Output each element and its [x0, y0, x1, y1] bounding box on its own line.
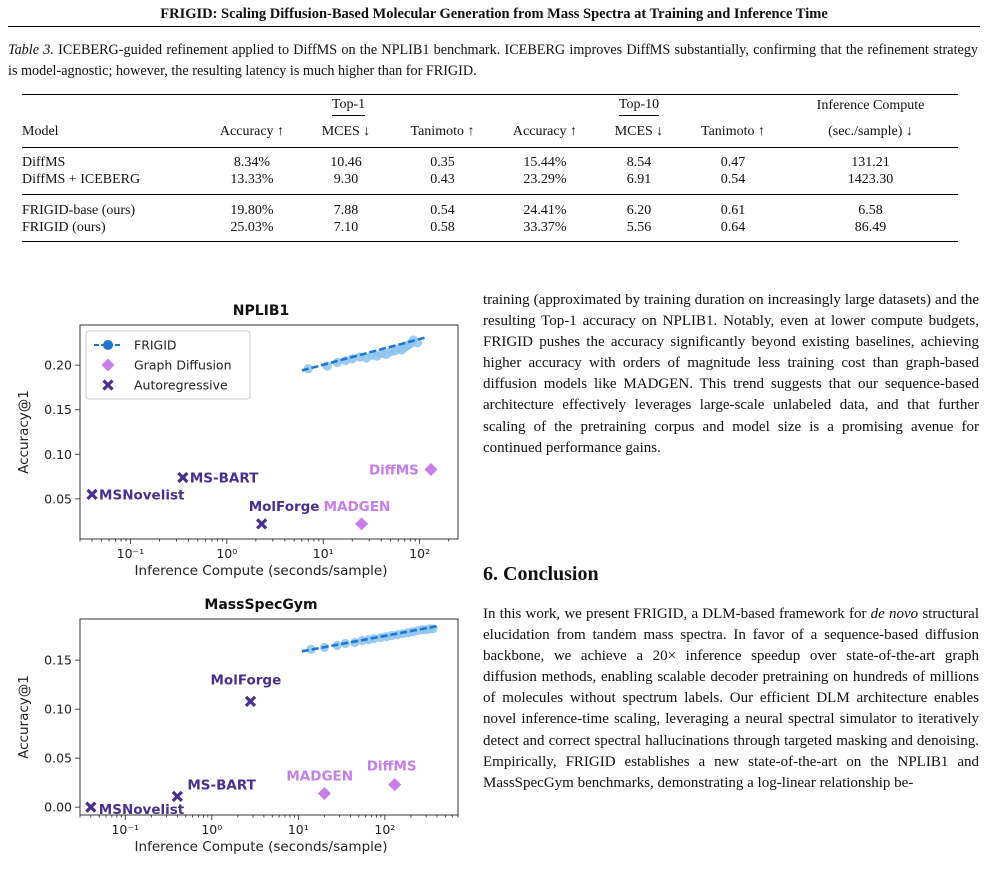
x-tick-label: 10² — [374, 822, 396, 837]
cell: 15.44% — [523, 154, 567, 170]
cell: 33.37% — [523, 219, 567, 235]
autoregressive-marker — [178, 473, 187, 482]
cell: 0.54 — [390, 195, 495, 220]
y-tick-label: 0.00 — [44, 799, 72, 815]
y-axis-label: Accuracy@1 — [16, 390, 32, 474]
legend-label: Autoregressive — [134, 377, 228, 393]
col-header: (sec./sample) ↓ — [828, 124, 913, 139]
cell: 6.58 — [783, 195, 958, 220]
cell: 86.49 — [854, 219, 887, 235]
cell: 10.46 — [330, 154, 362, 170]
cell: 0.61 — [683, 195, 783, 220]
x-axis-label: Inference Compute (seconds/sample) — [134, 563, 388, 579]
running-header: FRIGID: Scaling Diffusion-Based Molecular Generation from Mass Spectra at Training and Inference Time — [160, 6, 828, 22]
cell: 25.03% — [230, 219, 274, 235]
y-tick-label: 0.10 — [44, 701, 72, 717]
cell: 19.80% — [202, 195, 302, 220]
point-label: MADGEN — [286, 768, 354, 785]
x-tick-label: 10² — [409, 546, 431, 561]
cell: 24.41% — [495, 195, 595, 220]
conclusion-emphasis: de novo — [870, 606, 919, 622]
cell: 9.30 — [333, 171, 359, 187]
table-caption-text: ICEBERG-guided refinement applied to DiffMS on the NPLIB1 benchmark. ICEBERG improves DiffMS substantially, confirming that the refinement strategy is model-agnostic; however, the resulting latency is much higher than for FRIGID. — [8, 42, 979, 79]
cell: 13.33% — [230, 171, 274, 187]
x-tick-label: 10¹ — [287, 822, 309, 837]
cell: 0.54 — [720, 171, 746, 187]
cell: 6.20 — [595, 195, 683, 220]
y-tick-label: 0.05 — [44, 750, 72, 766]
chart-title: MassSpecGym — [204, 597, 318, 613]
table-row — [22, 154, 958, 171]
cell-model: DiffMS + ICEBERG — [22, 171, 141, 187]
y-tick-label: 0.20 — [44, 357, 72, 373]
autoregressive-marker — [86, 803, 95, 812]
y-axis-label: Accuracy@1 — [16, 675, 32, 759]
table-caption — [8, 40, 978, 82]
y-tick-label: 0.10 — [44, 446, 72, 462]
cell: 7.10 — [333, 219, 359, 235]
point-label: MolForge — [248, 498, 320, 515]
group-header-top10: Top-10 — [619, 97, 659, 116]
cell: 0.58 — [430, 219, 455, 235]
x-tick-label: 10⁻¹ — [116, 546, 145, 561]
point-label: MolForge — [210, 672, 282, 689]
x-tick-label: 10⁰ — [201, 822, 223, 837]
chart-title: NPLIB1 — [232, 303, 290, 319]
point-label: MS-BART — [187, 777, 256, 794]
col-header: Accuracy ↑ — [512, 124, 578, 139]
table-caption-label: Table 3. — [8, 42, 54, 58]
graph-diffusion-marker — [388, 778, 401, 791]
header-rule — [8, 26, 980, 27]
cell: 0.35 — [430, 154, 455, 170]
plot-frame — [80, 619, 458, 815]
table-row — [22, 219, 958, 242]
group-header-top1: Top-1 — [332, 97, 365, 116]
cell: 6.91 — [626, 171, 652, 187]
cell-model: FRIGID (ours) — [22, 219, 106, 235]
cell-model: FRIGID-base (ours) — [22, 195, 202, 220]
results-table — [22, 94, 958, 242]
group-header-compute: Inference Compute — [816, 98, 925, 113]
conclusion-text: In this work, we present FRIGID, a DLM-based framework for — [483, 606, 871, 622]
y-tick-label: 0.15 — [44, 652, 72, 668]
cell: 1423.30 — [847, 171, 894, 187]
point-label: MSNovelist — [98, 802, 185, 819]
cell: 131.21 — [851, 154, 890, 170]
legend-label: FRIGID — [134, 337, 177, 353]
y-tick-label: 0.05 — [44, 491, 72, 507]
section-title: 6. Conclusion — [483, 563, 599, 585]
model-header: Model — [22, 124, 59, 139]
autoregressive-marker — [88, 490, 97, 499]
point-label: DiffMS — [366, 758, 417, 775]
conclusion-paragraph — [483, 604, 979, 794]
cell-model: DiffMS — [22, 154, 66, 170]
cell: 8.34% — [233, 154, 271, 170]
table-row — [22, 195, 958, 220]
col-header: Tanimoto ↑ — [410, 124, 475, 139]
cell: 0.47 — [720, 154, 746, 170]
cell: 0.43 — [430, 171, 455, 187]
point-label: DiffMS — [368, 462, 419, 479]
cell: 8.54 — [626, 154, 652, 170]
chart-nplib1 — [0, 295, 470, 585]
legend-label: Graph Diffusion — [134, 357, 232, 373]
cell: 7.88 — [302, 195, 390, 220]
col-header: Tanimoto ↑ — [701, 124, 765, 139]
cell: 0.64 — [720, 219, 746, 235]
conclusion-text: structural elucidation from tandem mass spectra. In favor of a sequence-based diffusion backbone, we achieve a 20× inference speedup over state-of-the-art graph diffusion methods, enabling scalable decoder pretraining on hundreds of millions of molecules without spectrum labels. Our efficient DLM architecture enables novel inference-time scaling, leveraging a neural spectral simulator to iteratively detect and correct spectral hallucinations through targeted masking and denoising. Empirically, FRIGID establishes a new state-of-the-art on the NPLIB1 and MassSpecGym benchmarks, demonstrating a log-linear relationship be- — [483, 606, 979, 791]
x-tick-label: 10⁰ — [216, 546, 238, 561]
x-axis-label: Inference Compute (seconds/sample) — [134, 839, 388, 855]
col-header: MCES ↓ — [321, 124, 371, 139]
autoregressive-marker — [246, 697, 255, 706]
y-tick-label: 0.15 — [44, 402, 72, 418]
chart-massspecgym — [0, 585, 470, 870]
col-header: Accuracy ↑ — [219, 124, 285, 139]
point-label: MADGEN — [323, 498, 391, 515]
body-paragraph: training (approximated by training duration on increasingly large datasets) and the resulting Top-1 accuracy on NPLIB1. Notably, even at lower compute budgets, FRIGID pushes the accuracy significantly beyond existing baselines, achieving higher accuracy with orders of magnitude less training cost than graph-based diffusion models like MADGEN. This trend suggests that our sequence-based architecture effectively leverages large-scale unlabeled data, and that further scaling of the pretraining corpus and model size is a promising avenue for continued performance gains. — [483, 292, 979, 456]
graph-diffusion-marker — [424, 463, 437, 476]
x-tick-label: 10⁻¹ — [111, 822, 140, 837]
autoregressive-marker — [257, 519, 266, 528]
graph-diffusion-marker — [355, 517, 368, 530]
legend-frigid-marker — [103, 340, 113, 350]
cell: 23.29% — [523, 171, 567, 187]
cell: 5.56 — [626, 219, 652, 235]
graph-diffusion-marker — [318, 787, 331, 800]
x-tick-label: 10¹ — [312, 546, 334, 561]
autoregressive-marker — [173, 792, 182, 801]
point-label: MSNovelist — [99, 487, 185, 504]
table-row — [22, 171, 958, 188]
col-header: MCES ↓ — [614, 124, 664, 139]
point-label: MS-BART — [189, 470, 259, 487]
